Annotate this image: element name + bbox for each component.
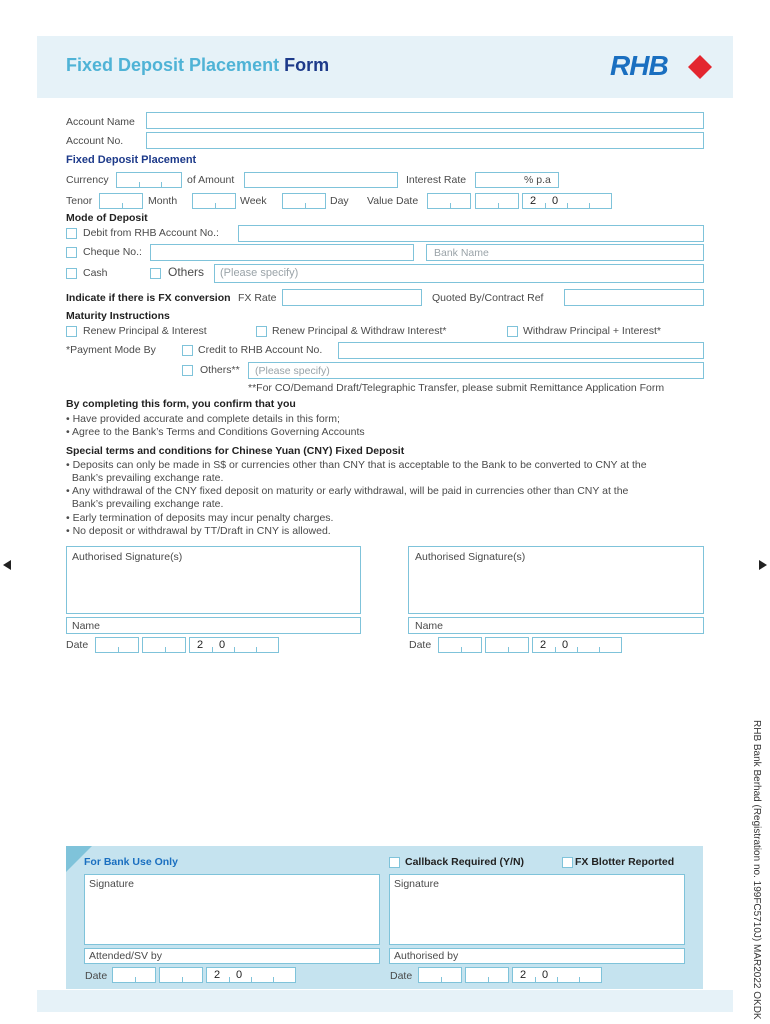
currency-field[interactable] [116, 172, 182, 188]
account-name-field[interactable] [146, 112, 704, 129]
tenor-day-field[interactable] [282, 193, 326, 209]
withdraw-all-checkbox[interactable] [507, 326, 518, 337]
fx-blotter-checkbox[interactable] [562, 857, 573, 868]
credit-account-field[interactable] [338, 342, 704, 359]
callback-label: Callback Required (Y/N) [405, 856, 525, 868]
form-title-part1: Fixed Deposit Placement [66, 55, 280, 75]
fx-rate-field[interactable] [282, 289, 422, 306]
tenor-week-field[interactable] [192, 193, 236, 209]
payment-others-checkbox[interactable] [182, 365, 193, 376]
amount-field[interactable] [244, 172, 398, 188]
others-specify-field[interactable] [214, 264, 704, 283]
rhb-logo-text: RHB [610, 50, 668, 81]
debit-checkbox[interactable] [66, 228, 77, 239]
date-right-label: Date [409, 639, 432, 651]
account-name-label: Account Name [66, 116, 135, 128]
year-digit-2: 2 [197, 639, 204, 651]
authorised-by-field[interactable] [389, 948, 685, 964]
bank-use-heading: For Bank Use Only [84, 856, 178, 868]
interest-rate-field[interactable] [475, 172, 559, 188]
currency-label: Currency [66, 174, 109, 186]
attended-by-field[interactable] [84, 948, 380, 964]
bank-date-left-month[interactable] [159, 967, 203, 983]
placement-heading: Fixed Deposit Placement [66, 154, 197, 166]
cash-label: Cash [83, 267, 108, 279]
name-field-left[interactable] [66, 617, 361, 634]
renew-withdraw-label: Renew Principal & Withdraw Interest* [272, 325, 447, 337]
value-date-day-field[interactable] [427, 193, 471, 209]
date-left-year[interactable] [189, 637, 279, 653]
fx-blotter-label: FX Blotter Reported [575, 856, 675, 868]
week-label: Week [240, 195, 267, 207]
attended-by-label: Attended/SV by [89, 950, 162, 962]
credit-rhb-checkbox[interactable] [182, 345, 193, 356]
fx-heading: Indicate if there is FX conversion [66, 292, 231, 304]
next-arrow-icon[interactable] [758, 560, 768, 570]
cash-checkbox[interactable] [66, 268, 77, 279]
bank-date-left-year[interactable] [206, 967, 296, 983]
tenor-label: Tenor [66, 195, 93, 207]
amount-label: of Amount [187, 174, 235, 186]
debit-account-field[interactable] [238, 225, 704, 242]
confirm-heading: By completing this form, you confirm that you [66, 398, 296, 410]
value-date-label: Value Date [367, 195, 419, 207]
name-field-right[interactable] [408, 617, 704, 634]
side-registration-text: RHB Bank Berhad (Registration no. 199FC5710J) MAR2022 OKDK [751, 720, 762, 1020]
cheque-checkbox[interactable] [66, 247, 77, 258]
account-no-field[interactable] [146, 132, 704, 149]
special-line-4: Bank’s prevailing exchange rate. [66, 498, 224, 510]
date-left-label: Date [66, 639, 89, 651]
mode-heading: Mode of Deposit [66, 212, 148, 224]
date-left-day[interactable] [95, 637, 139, 653]
confirm-item-1: • Have provided accurate and complete details in this form; [66, 413, 340, 425]
renew-pi-checkbox[interactable] [66, 326, 77, 337]
special-line-6: • No deposit or withdrawal by TT/Draft in CNY is allowed. [66, 525, 331, 537]
form-title [66, 55, 329, 76]
bank-signature-left-label: Signature [89, 878, 134, 890]
rhb-diamond-icon [687, 54, 713, 80]
interest-rate-label: Interest Rate [406, 174, 467, 186]
bank-name-placeholder: Bank Name [434, 247, 489, 259]
payment-others-field[interactable] [248, 362, 704, 379]
form-title-part2: Form [284, 55, 330, 75]
signature-box-right[interactable] [408, 546, 704, 614]
credit-rhb-label: Credit to RHB Account No. [198, 344, 323, 356]
cheque-label: Cheque No.: [83, 246, 142, 258]
year-digit-0: 0 [236, 969, 243, 981]
renew-withdraw-checkbox[interactable] [256, 326, 267, 337]
name-right-label: Name [415, 620, 444, 632]
value-date-year-field[interactable] [522, 193, 612, 209]
bank-date-right-label: Date [390, 970, 413, 982]
remittance-note: **For CO/Demand Draft/Telegraphic Transfer, please submit Remittance Application Form [248, 382, 665, 394]
signature-right-label: Authorised Signature(s) [415, 551, 526, 563]
renew-pi-label: Renew Principal & Interest [83, 325, 207, 337]
date-right-year[interactable] [532, 637, 622, 653]
fx-rate-label: FX Rate [238, 292, 277, 304]
quoted-by-label: Quoted By/Contract Ref [432, 292, 544, 304]
bank-date-left-day[interactable] [112, 967, 156, 983]
callback-checkbox[interactable] [389, 857, 400, 868]
tenor-month-field[interactable] [99, 193, 143, 209]
date-right-month[interactable] [485, 637, 529, 653]
bank-signature-right[interactable] [389, 874, 685, 945]
cheque-no-field[interactable] [150, 244, 414, 261]
rhb-logo [610, 50, 720, 84]
maturity-heading: Maturity Instructions [66, 310, 170, 322]
special-line-2: Bank’s prevailing exchange rate. [66, 472, 224, 484]
signature-left-label: Authorised Signature(s) [72, 551, 183, 563]
year-digit-2: 2 [214, 969, 221, 981]
special-line-5: • Early termination of deposits may incur penalty charges. [66, 512, 334, 524]
bank-signature-right-label: Signature [394, 878, 439, 890]
others-label: Others [168, 265, 205, 279]
footer-band [37, 990, 733, 1012]
month-label: Month [148, 195, 178, 207]
bank-name-field[interactable] [426, 244, 704, 261]
date-left-month[interactable] [142, 637, 186, 653]
account-no-label: Account No. [66, 135, 124, 147]
quoted-by-field[interactable] [564, 289, 704, 306]
others-specify-placeholder: (Please specify) [220, 267, 299, 279]
bank-signature-left[interactable] [84, 874, 380, 945]
payment-others-placeholder: (Please specify) [255, 365, 330, 377]
value-date-month-field[interactable] [475, 193, 519, 209]
bank-date-left-label: Date [85, 970, 108, 982]
others-checkbox[interactable] [150, 268, 161, 279]
year-digit-0: 0 [542, 969, 549, 981]
bank-date-right-year[interactable] [512, 967, 602, 983]
payment-others-label: Others** [200, 364, 240, 376]
withdraw-all-label: Withdraw Principal + Interest* [523, 325, 662, 337]
bank-date-right-day[interactable] [418, 967, 462, 983]
special-line-3: • Any withdrawal of the CNY fixed deposit on maturity or early withdrawal, will be paid in currencies other than CNY at the [66, 485, 629, 497]
date-right-day[interactable] [438, 637, 482, 653]
prev-arrow-icon[interactable] [2, 560, 12, 570]
year-digit-0: 0 [562, 639, 569, 651]
signature-box-left[interactable] [66, 546, 361, 614]
name-left-label: Name [72, 620, 101, 632]
year-digit-2: 2 [530, 195, 537, 207]
confirm-item-2: • Agree to the Bank’s Terms and Conditions Governing Accounts [66, 426, 365, 438]
interest-unit: % p.a [524, 174, 551, 186]
year-digit-0: 0 [219, 639, 226, 651]
year-digit-2: 2 [540, 639, 547, 651]
special-line-1: • Deposits can only be made in S$ or currencies other than CNY that is acceptable to the Bank to be converted to CNY at the [66, 459, 647, 471]
day-label: Day [330, 195, 349, 207]
year-digit-2: 2 [520, 969, 527, 981]
debit-label: Debit from RHB Account No.: [83, 227, 219, 239]
special-heading: Special terms and conditions for Chinese Yuan (CNY) Fixed Deposit [66, 445, 405, 457]
year-digit-0: 0 [552, 195, 559, 207]
authorised-by-label: Authorised by [394, 950, 459, 962]
payment-mode-label: *Payment Mode By [66, 344, 156, 356]
bank-date-right-month[interactable] [465, 967, 509, 983]
